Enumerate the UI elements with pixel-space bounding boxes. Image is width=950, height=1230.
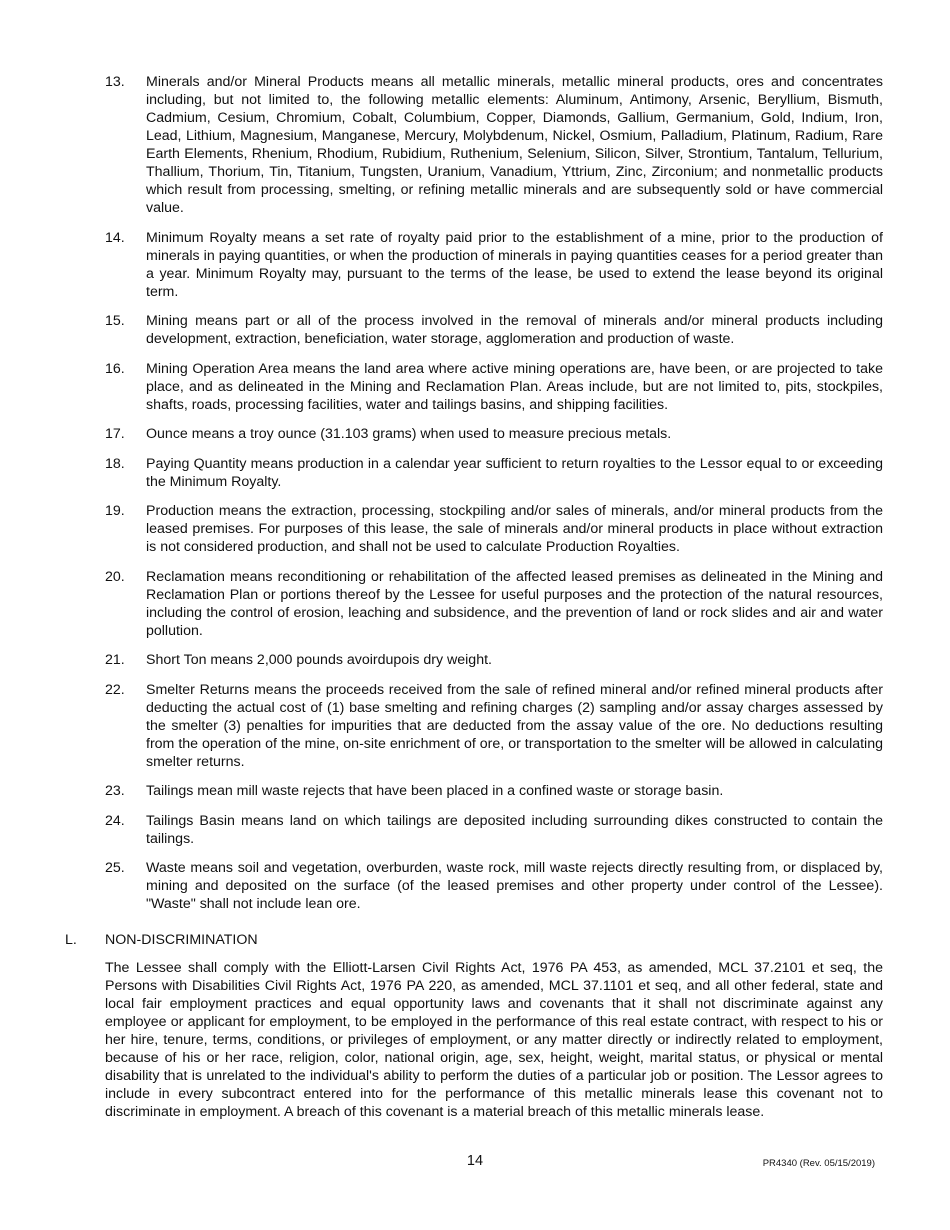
definition-number: 16. bbox=[105, 360, 125, 377]
section-title: NON-DISCRIMINATION bbox=[105, 932, 258, 948]
definition-text: Mining means part or all of the process involved in the removal of minerals and/or mineral products including development, extraction, beneficiation, water storage, agglomeration and production of waste. bbox=[146, 313, 883, 347]
definition-item bbox=[105, 651, 883, 669]
form-revision-label: PR4340 (Rev. 05/15/2019) bbox=[762, 1158, 875, 1169]
definition-text: Ounce means a troy ounce (31.103 grams) when used to measure precious metals. bbox=[146, 426, 672, 442]
definition-text: Minimum Royalty means a set rate of royalty paid prior to the establishment of a mine, prior to the production of minerals in paying quantities, or when the production of minerals in paying quantities ceases for a period greater than a year. Minimum Royalty may, pursuant to the terms of the lease, be used to extend the lease beyond its original term. bbox=[146, 229, 883, 300]
definition-item bbox=[105, 455, 883, 491]
definition-number: 14. bbox=[105, 229, 125, 246]
section-body-paragraph: The Lessee shall comply with the Elliott-Larsen Civil Rights Act, 1976 PA 453, as amended, MCL 37.2101 et seq, the Persons with Disabilities Civil Rights Act, 1976 PA 220, as amended, MCL 37.1101 et seq, and all other federal, state and local fair employment practices and equal opportunity laws and covenants that it shall not discriminate against any employee or applicant for employment, to be employed in the performance of this real estate contract, with respect to his or her hire, tenure, terms, conditions, or privileges of employment, or any matter directly or indirectly related to employment, because of his or her race, religion, color, national origin, age, sex, height, weight, marital status, or physical or mental disability that is unrelated to the individual's ability to perform the duties of a particular job or position. The Lessor agrees to include in every subcontract entered into for the performance of this metallic minerals lease this covenant not to discriminate in employment. A breach of this covenant is a material breach of this metallic minerals lease. bbox=[105, 960, 883, 1120]
definition-text: Minerals and/or Mineral Products means all metallic minerals, metallic mineral products, ores and concentrates including, but not limited to, the following metallic elements: Aluminum, Antimony, Arsenic, Beryllium, Bismuth, Cadmium, Cesium, Chromium, Cobalt, Columbium, Copper, Diamonds, Gallium, Germanium, Gold, Indium, Iron, Lead, Lithium, Magnesium, Manganese, Mercury, Molybdenum, Nickel, Osmium, Palladium, Platinum, Radium, Rare Earth Elements, Rhenium, Rhodium, Rubidium, Ruthenium, Selenium, Silicon, Silver, Strontium, Tantalum, Tellurium, Thallium, Thorium, Tin, Titanium, Tungsten, Uranium, Vanadium, Yttrium, Zinc, Zirconium; and nonmetallic products which result from processing, smelting, or refining metallic minerals and are subsequently sold or have commercial value. bbox=[146, 74, 883, 216]
definition-item bbox=[105, 73, 883, 217]
definition-item bbox=[105, 502, 883, 556]
definition-item bbox=[105, 425, 883, 443]
definition-number: 18. bbox=[105, 455, 125, 472]
definition-item bbox=[105, 312, 883, 348]
definition-text: Tailings mean mill waste rejects that have been placed in a confined waste or storage basin. bbox=[146, 783, 724, 799]
definitions-list bbox=[105, 73, 883, 925]
definition-item bbox=[105, 859, 883, 913]
definition-number: 23. bbox=[105, 783, 125, 799]
definition-number: 19. bbox=[105, 503, 125, 519]
definition-text: Short Ton means 2,000 pounds avoirdupois dry weight. bbox=[146, 652, 492, 668]
definition-item bbox=[105, 568, 883, 640]
definition-text: Mining Operation Area means the land area where active mining operations are, have been, or are projected to take place, and as delineated in the Mining and Reclamation Plan. Areas include, but are not limited to, pits, stockpiles, shafts, roads, processing facilities, water and tailings basins, and shipping facilities. bbox=[146, 360, 883, 413]
page-number: 14 bbox=[466, 1153, 484, 1169]
definition-number: 13. bbox=[105, 74, 125, 90]
definition-number: 17. bbox=[105, 426, 125, 442]
definition-item bbox=[105, 812, 883, 848]
definition-text: Reclamation means reconditioning or rehabilitation of the affected leased premises as delineated in the Mining and Reclamation Plan or portions thereof by the Lessee for useful purposes and the protection of the natural resources, including the control of erosion, leaching and subsidence, and the prevention of land or rock slides and air and water pollution. bbox=[146, 568, 883, 639]
definition-number: 24. bbox=[105, 812, 125, 829]
definition-number: 25. bbox=[105, 860, 125, 876]
definition-number: 15. bbox=[105, 313, 125, 329]
definition-item bbox=[105, 681, 883, 771]
section-heading bbox=[65, 931, 258, 949]
definition-item bbox=[105, 360, 883, 414]
definition-item bbox=[105, 782, 883, 800]
definition-text: Production means the extraction, processing, stockpiling and/or sales of minerals, and/or mineral products from the leased premises. For purposes of this lease, the sale of minerals and/or mineral products in place without extraction is not considered production, and shall not be used to calculate Production Royalties. bbox=[146, 503, 883, 555]
definition-number: 20. bbox=[105, 568, 125, 585]
definition-number: 21. bbox=[105, 652, 125, 668]
definition-item bbox=[105, 229, 883, 301]
section-letter: L. bbox=[65, 932, 77, 948]
definition-text: Tailings Basin means land on which tailings are deposited including surrounding dikes constructed to contain the tailings. bbox=[146, 812, 883, 847]
definition-text: Waste means soil and vegetation, overburden, waste rock, mill waste rejects directly resulting from, or displaced by, mining and deposited on the surface (of the leased premises and other property under control of the Lessee). "Waste" shall not include lean ore. bbox=[146, 860, 883, 912]
definition-text: Paying Quantity means production in a calendar year sufficient to return royalties to the Lessor equal to or exceeding the Minimum Royalty. bbox=[146, 455, 883, 490]
definition-number: 22. bbox=[105, 681, 125, 698]
definition-text: Smelter Returns means the proceeds received from the sale of refined mineral and/or refined mineral products after deducting the actual cost of (1) base smelting and refining charges (2) sampling and/or assay charges assessed by the smelter (3) penalties for impurities that are deducted from the assay value of the ore. No deductions resulting from the operation of the mine, on-site enrichment of ore, or transportation to the smelter will be allowed in calculating smelter returns. bbox=[146, 681, 883, 770]
